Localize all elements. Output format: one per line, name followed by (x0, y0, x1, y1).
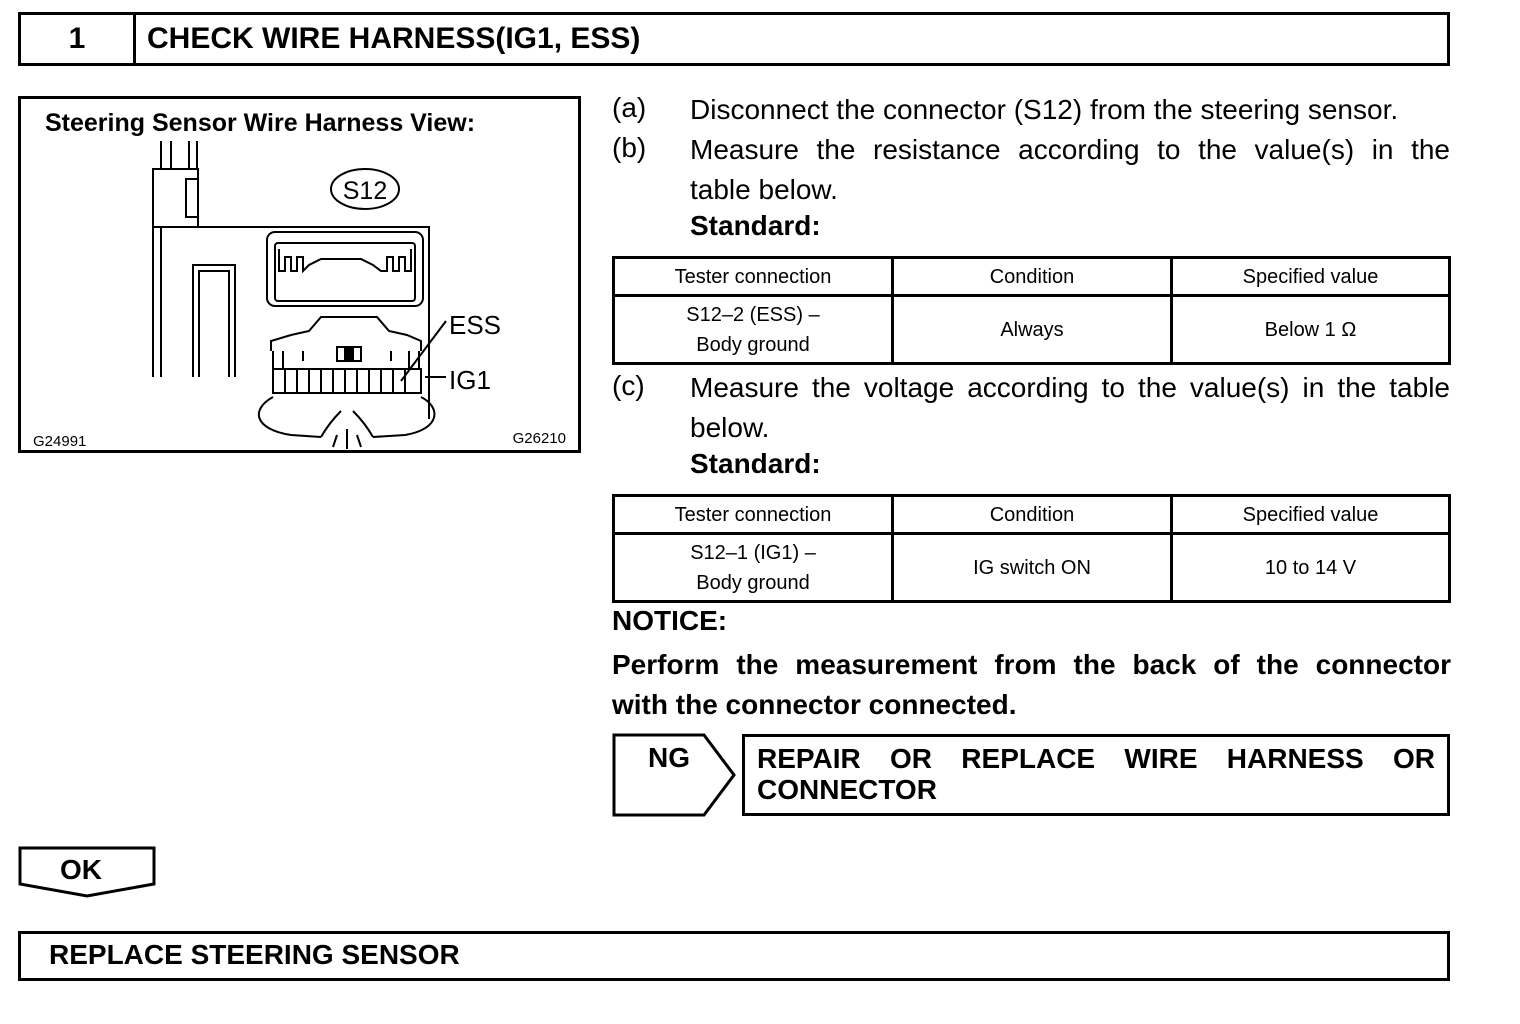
table-header: Specified value (1172, 496, 1450, 534)
step-b-text (690, 130, 1450, 210)
step-b-line2: table below. (690, 174, 838, 205)
step-c-line1: Measure the voltage according to the value(s) in the table (690, 372, 1450, 403)
step-c-line2: below. (690, 412, 770, 443)
table-header: Tester connection (614, 496, 893, 534)
ng-action-line1: REPAIR OR REPLACE WIRE HARNESS OR (757, 743, 1435, 774)
table-row (614, 534, 1450, 602)
step-number: 1 (21, 15, 136, 63)
harness-figure (18, 96, 581, 453)
ng-label: NG (648, 742, 690, 773)
table-row (614, 296, 1450, 364)
table-cell-condition: Always (893, 296, 1172, 364)
connection-line2: Body ground (696, 571, 810, 594)
ok-label: OK (60, 854, 102, 885)
table-header: Specified value (1172, 258, 1450, 296)
final-step-box (18, 931, 1450, 981)
step-b-line1: Measure the resistance according to the value(s) in the (690, 134, 1450, 165)
table-header-row (614, 496, 1450, 534)
step-c-text (690, 368, 1450, 448)
ng-action-box (742, 734, 1450, 816)
notice-text (612, 645, 1451, 725)
ess-terminal-label: ESS (449, 310, 502, 340)
standard-label-c: Standard: (690, 448, 821, 479)
table-header-row (614, 258, 1450, 296)
connector-label: S12 (342, 177, 388, 205)
figure-title: Steering Sensor Wire Harness View: (45, 109, 476, 137)
voltage-table (612, 494, 1451, 603)
step-b-letter: (b) (612, 132, 647, 163)
table-cell-condition: IG switch ON (893, 534, 1172, 602)
step-a-letter: (a) (612, 92, 647, 123)
final-step-text: REPLACE STEERING SENSOR (49, 939, 460, 970)
notice-heading: NOTICE: (612, 605, 728, 636)
table-cell-connection (614, 296, 893, 364)
table-cell-connection (614, 534, 893, 602)
table-cell-value: Below 1 Ω (1172, 296, 1450, 364)
table-header: Condition (893, 258, 1172, 296)
step-a-text: Disconnect the connector (S12) from the steering sensor. (690, 94, 1399, 125)
resistance-table (612, 256, 1451, 365)
connector-diagram (21, 99, 578, 450)
table-cell-value: 10 to 14 V (1172, 534, 1450, 602)
step-title: CHECK WIRE HARNESS(IG1, ESS) (147, 22, 641, 55)
step-header (18, 12, 1450, 66)
table-header: Tester connection (614, 258, 893, 296)
figure-code-right: G26210 (512, 430, 566, 447)
connection-line1: S12–2 (ESS) – (686, 303, 820, 326)
figure-code-left: G24991 (33, 433, 87, 450)
connection-line2: Body ground (696, 333, 810, 356)
ig1-terminal-label: IG1 (449, 365, 491, 395)
notice-line2: with the connector connected. (612, 689, 1017, 720)
notice-line1: Perform the measurement from the back of the connector (612, 649, 1451, 680)
connection-line1: S12–1 (IG1) – (690, 541, 816, 564)
table-header: Condition (893, 496, 1172, 534)
standard-label-b: Standard: (690, 210, 821, 241)
step-c-letter: (c) (612, 370, 645, 401)
ng-action-line2: CONNECTOR (757, 774, 937, 805)
